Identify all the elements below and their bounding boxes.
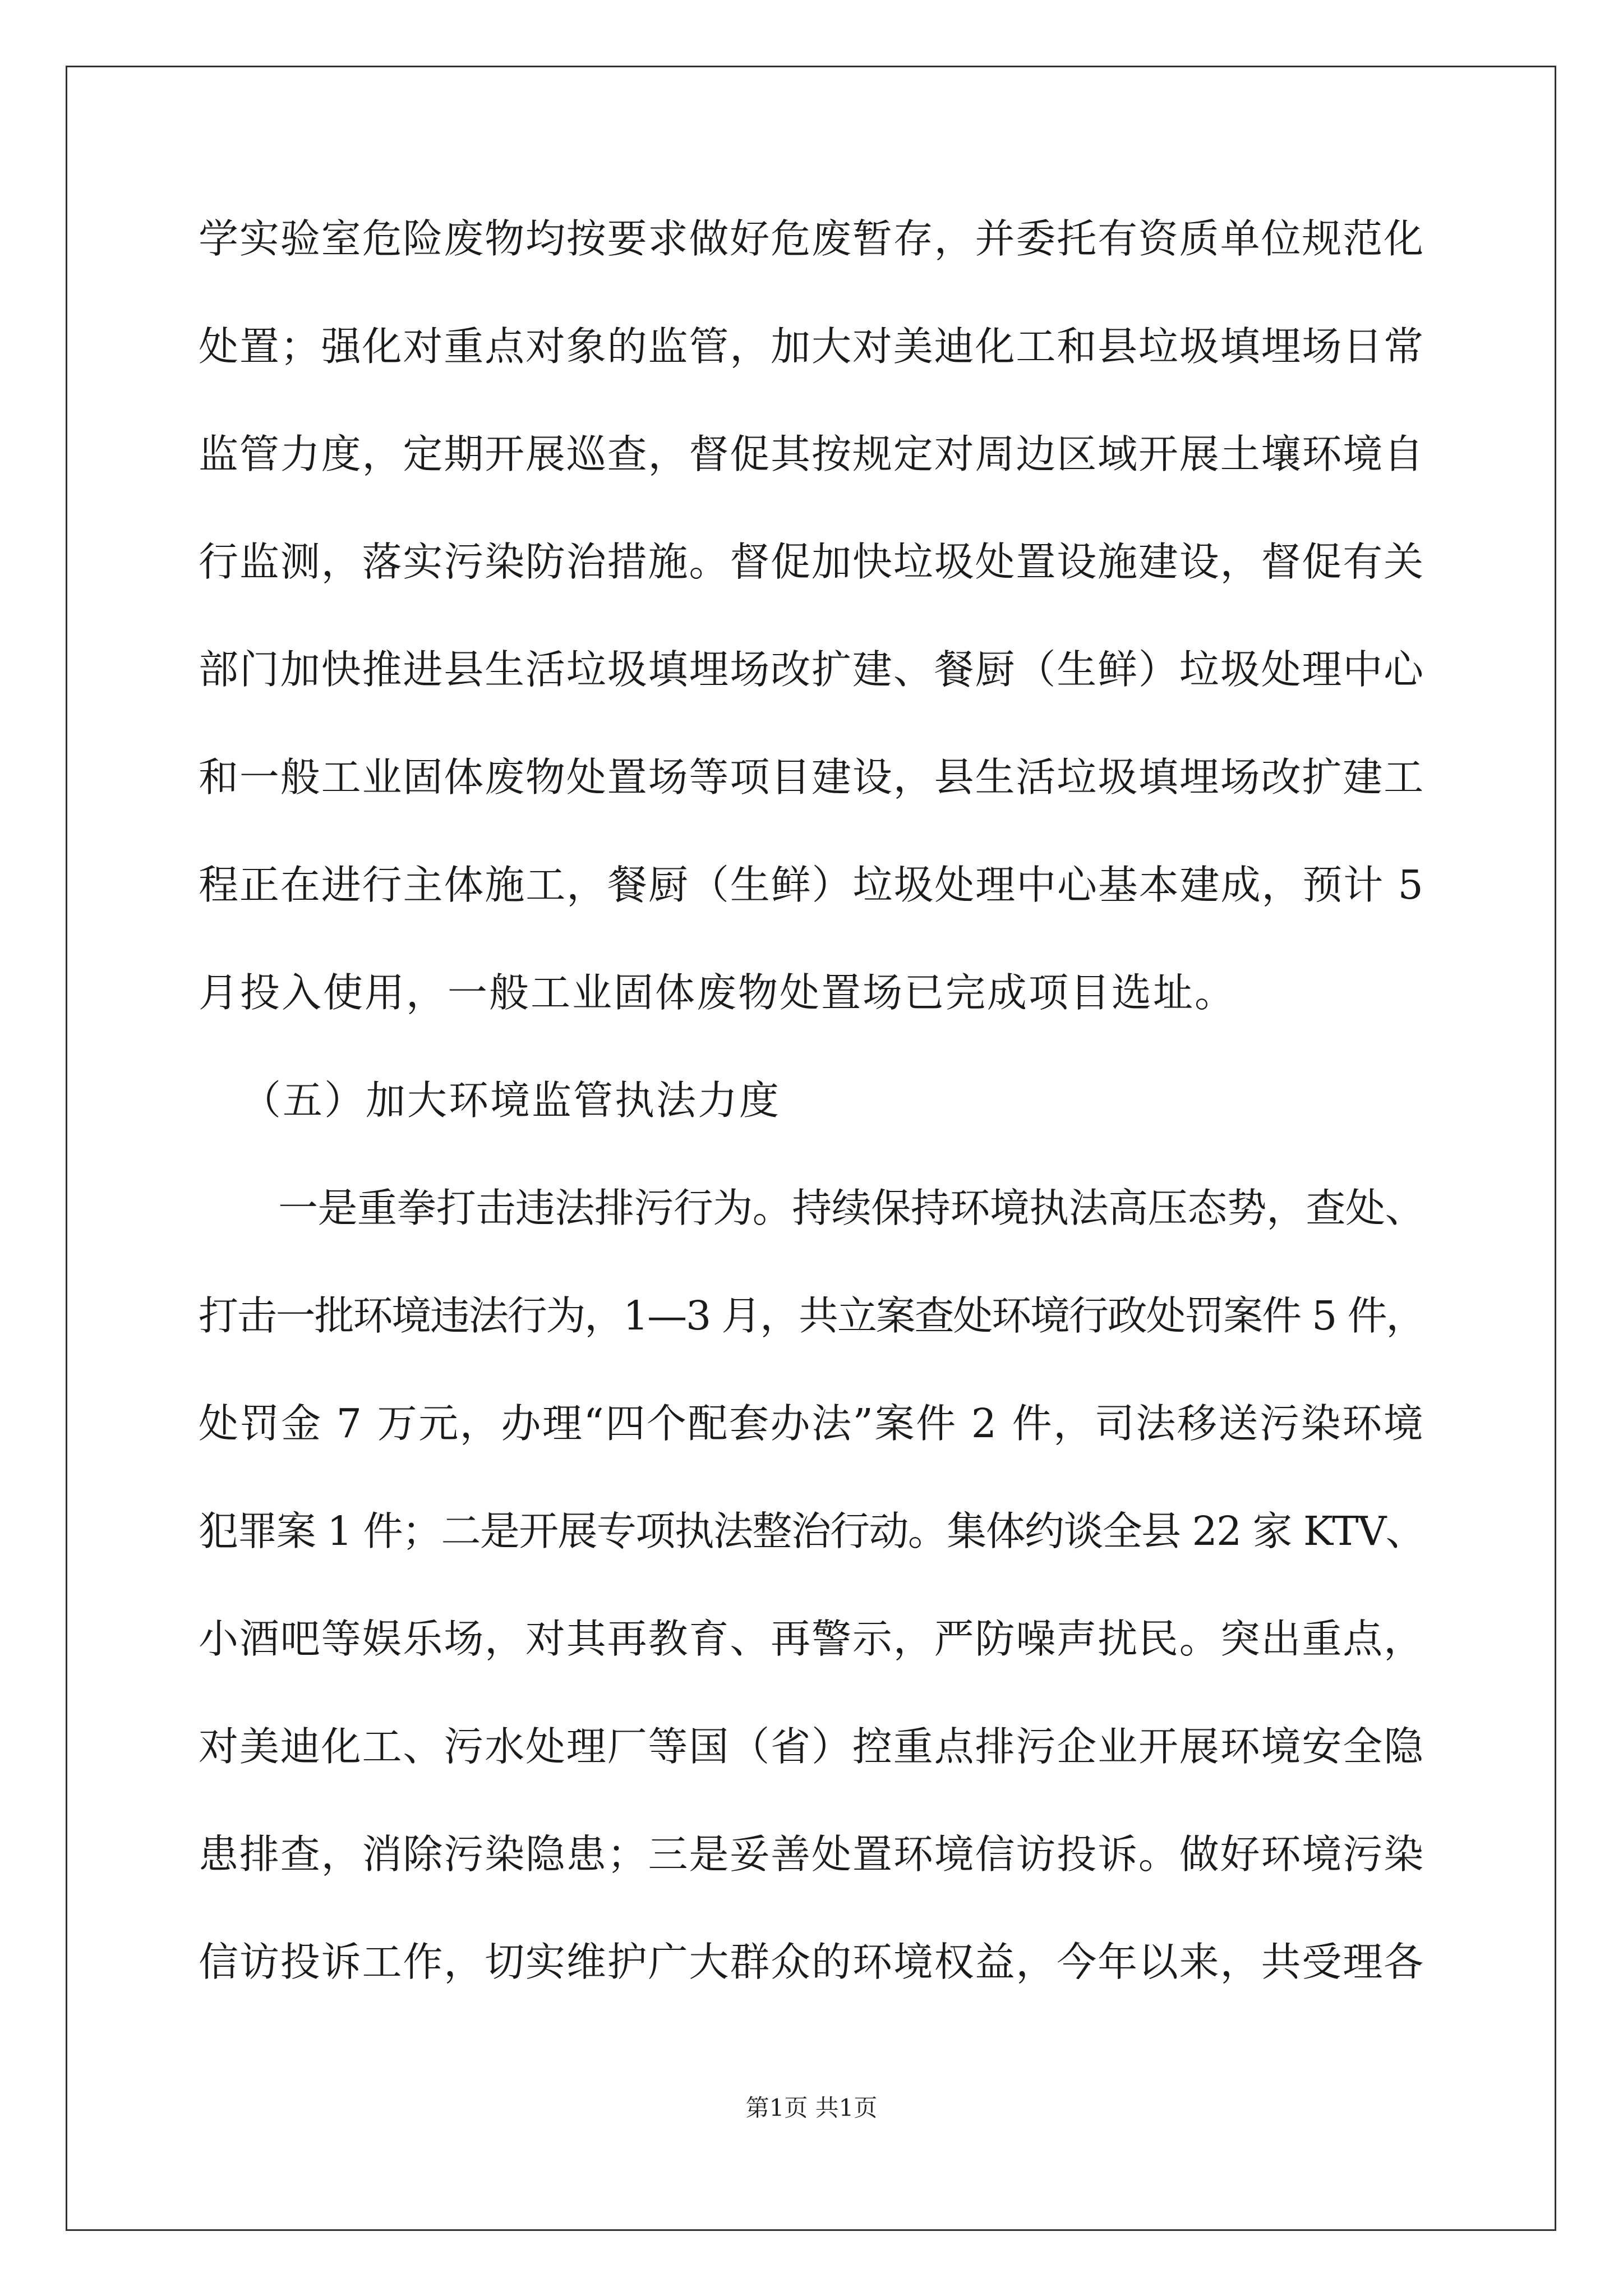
paragraph-line: 月投入使用，一般工业固体废物处置场已完成项目选址。 — [199, 969, 1237, 1016]
paragraph-line: 处置；强化对重点对象的监管，加大对美迪化工和县垃圾填埋场日常 — [199, 323, 1425, 370]
section-heading: （五）加大环境监管执法力度 — [241, 1077, 781, 1124]
paragraph-line: 犯罪案 1 件；二是开展专项执法整治行动。集体约谈全县 22 家 KTV、 — [199, 1508, 1425, 1554]
page-number-footer: 第1页 共1页 — [745, 2094, 878, 2122]
paragraph-line: 信访投诉工作，切实维护广大群众的环境权益，今年以来，共受理各 — [199, 1939, 1425, 1985]
paragraph-line: 处罚金 7 万元，办理“四个配套办法”案件 2 件，司法移送污染环境 — [199, 1400, 1425, 1447]
paragraph-line: 学实验室危险废物均按要求做好危废暂存，并委托有资质单位规范化 — [199, 215, 1425, 262]
page-border — [66, 66, 1556, 2231]
paragraph-line: 程正在进行主体施工，餐厨（生鲜）垃圾处理中心基本建成，预计 5 — [199, 862, 1424, 908]
paragraph-line: 对美迪化工、污水处理厂等国（省）控重点排污企业开展环境安全隐 — [199, 1723, 1425, 1770]
paragraph-line: 和一般工业固体废物处置场等项目建设，县生活垃圾填埋场改扩建工 — [199, 754, 1425, 800]
paragraph-line: 一是重拳打击违法排污行为。持续保持环境执法高压态势，查处、 — [278, 1185, 1425, 1231]
paragraph-line: 患排查，消除污染隐患；三是妥善处置环境信访投诉。做好环境污染 — [199, 1831, 1425, 1878]
paragraph-line: 行监测，落实污染防治措施。督促加快垃圾处置设施建设，督促有关 — [199, 539, 1425, 585]
paragraph-line: 打击一批环境违法行为，1—3 月，共立案查处环境行政处罚案件 5 件， — [199, 1292, 1425, 1339]
paragraph-line: 小酒吧等娱乐场，对其再教育、再警示，严防噪声扰民。突出重点， — [199, 1616, 1425, 1662]
paragraph-line: 部门加快推进县生活垃圾填埋场改扩建、餐厨（生鲜）垃圾处理中心 — [199, 646, 1425, 693]
paragraph-line: 监管力度，定期开展巡查，督促其按规定对周边区域开展土壤环境自 — [199, 431, 1425, 477]
